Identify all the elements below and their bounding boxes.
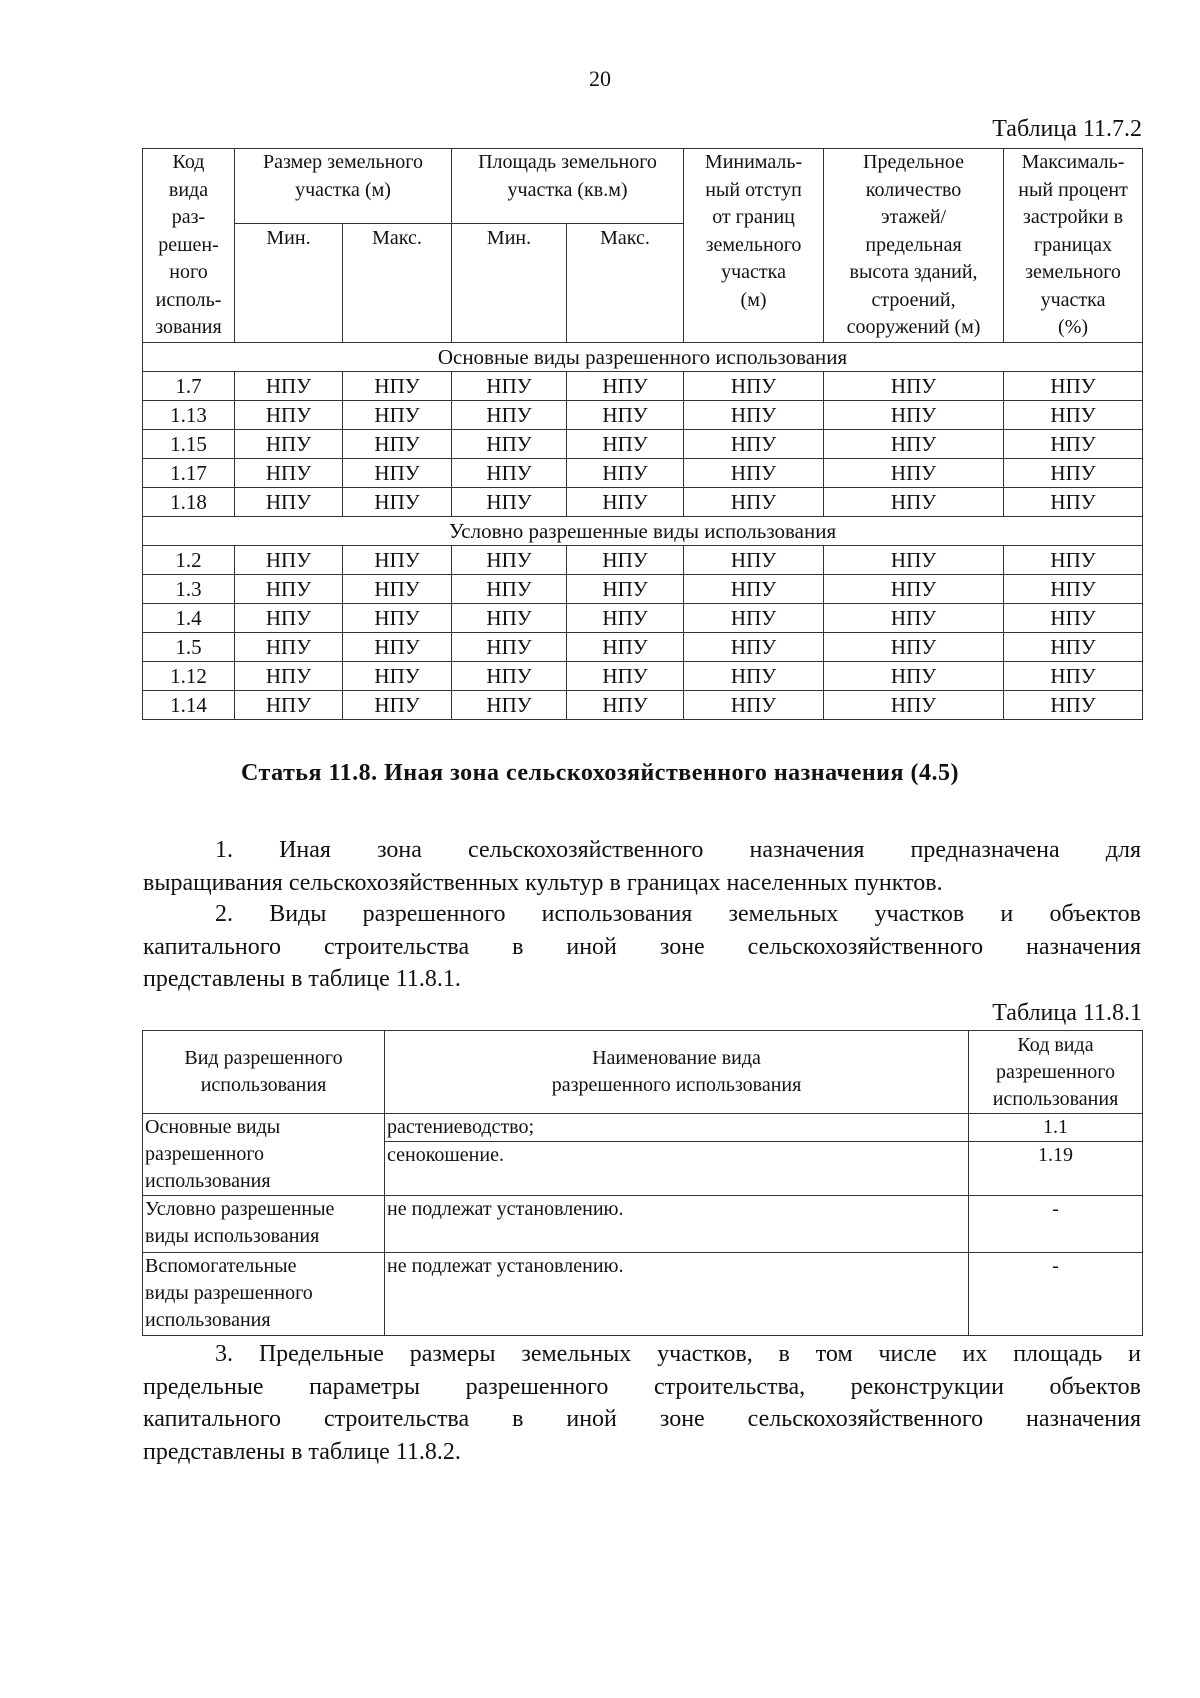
header-line: Вид разрешенного bbox=[184, 1047, 343, 1069]
header-line: вида bbox=[168, 178, 209, 201]
npu-cell: НПУ bbox=[343, 662, 452, 691]
npu-cell: НПУ bbox=[1004, 691, 1143, 720]
header-line: (%) bbox=[1058, 316, 1089, 338]
header-line: (м) bbox=[740, 288, 767, 311]
paragraph-line: представлены в таблице 11.8.2. bbox=[143, 1438, 461, 1465]
npu-cell: НПУ bbox=[684, 575, 824, 604]
header-line: Код вида bbox=[1017, 1033, 1094, 1056]
npu-cell: НПУ bbox=[452, 401, 567, 430]
npu-cell: НПУ bbox=[1004, 372, 1143, 401]
header-line: Максималь- bbox=[1021, 151, 1125, 173]
header-line: участка bbox=[721, 261, 786, 283]
table-row bbox=[143, 459, 1143, 488]
section-conditional-uses: Условно разрешенные виды использования bbox=[143, 517, 1143, 546]
header-size-max: Макс. bbox=[343, 224, 452, 343]
npu-cell: НПУ bbox=[684, 459, 824, 488]
header-line: исполь- bbox=[155, 288, 222, 311]
header-line: разрешенного использования bbox=[551, 1074, 802, 1096]
header-line: решен- bbox=[158, 233, 219, 256]
npu-cell: НПУ bbox=[1004, 401, 1143, 430]
use-group-line: виды использования bbox=[145, 1225, 320, 1247]
use-group-cell bbox=[143, 1114, 385, 1196]
npu-cell: НПУ bbox=[452, 691, 567, 720]
header-line: высота зданий, bbox=[849, 261, 978, 283]
header-line: раз- bbox=[171, 206, 206, 228]
npu-cell: НПУ bbox=[1004, 604, 1143, 633]
npu-cell: НПУ bbox=[567, 604, 684, 633]
npu-cell: НПУ bbox=[343, 575, 452, 604]
npu-cell: НПУ bbox=[235, 488, 343, 517]
table-caption-11-8-1: Таблица 11.8.1 bbox=[992, 1000, 1142, 1026]
header-line: разрешенного bbox=[995, 1060, 1116, 1083]
use-group-line: Вспомогательные bbox=[145, 1255, 297, 1277]
use-code-cell: - bbox=[969, 1253, 1143, 1336]
paragraph-line: 1. Иная зона сельскохозяйственного назначения предназначена для bbox=[215, 837, 1141, 863]
npu-cell: НПУ bbox=[824, 662, 1004, 691]
npu-cell: НПУ bbox=[235, 575, 343, 604]
use-code-cell: 1.2 bbox=[143, 546, 235, 575]
use-name-cell: не подлежат установлению. bbox=[385, 1253, 969, 1336]
npu-cell: НПУ bbox=[824, 633, 1004, 662]
npu-cell: НПУ bbox=[684, 546, 824, 575]
header-line: границах bbox=[1033, 233, 1113, 256]
npu-cell: НПУ bbox=[1004, 633, 1143, 662]
article-title: Статья 11.8. Иная зона сельскохозяйственного назначения (4.5) bbox=[241, 760, 959, 786]
use-code-cell: 1.5 bbox=[143, 633, 235, 662]
use-group-line: использования bbox=[145, 1309, 271, 1331]
npu-cell: НПУ bbox=[824, 401, 1004, 430]
npu-cell: НПУ bbox=[824, 459, 1004, 488]
npu-cell: НПУ bbox=[824, 488, 1004, 517]
paragraph-line: предельные параметры разрешенного строительства, реконструкции объектов bbox=[143, 1373, 1141, 1400]
table-caption-11-7-2: Таблица 11.7.2 bbox=[992, 116, 1142, 142]
use-code-cell: 1.4 bbox=[143, 604, 235, 633]
use-code-cell: 1.3 bbox=[143, 575, 235, 604]
paragraph-line: капитального строительства в иной зоне сельскохозяйственного назначения bbox=[143, 1406, 1141, 1432]
use-group-line: использования bbox=[145, 1170, 271, 1192]
npu-cell: НПУ bbox=[567, 691, 684, 720]
use-name-cell: сенокошение. bbox=[385, 1142, 969, 1196]
header-line: Размер земельного bbox=[263, 151, 423, 173]
use-code-cell: 1.14 bbox=[143, 691, 235, 720]
npu-cell: НПУ bbox=[567, 488, 684, 517]
header-plot-area bbox=[452, 149, 684, 224]
npu-cell: НПУ bbox=[1004, 488, 1143, 517]
npu-cell: НПУ bbox=[343, 691, 452, 720]
npu-cell: НПУ bbox=[452, 488, 567, 517]
npu-cell: НПУ bbox=[235, 691, 343, 720]
header-line: Наименование вида bbox=[592, 1047, 761, 1069]
npu-cell: НПУ bbox=[567, 459, 684, 488]
header-line: Минималь- bbox=[704, 151, 803, 173]
use-code-cell: 1.12 bbox=[143, 662, 235, 691]
npu-cell: НПУ bbox=[343, 430, 452, 459]
use-name-cell: растениеводство; bbox=[385, 1114, 969, 1142]
header-min-offset bbox=[684, 149, 824, 343]
table-row bbox=[143, 575, 1143, 604]
npu-cell: НПУ bbox=[343, 401, 452, 430]
header-line: сооружений (м) bbox=[846, 316, 981, 338]
use-group-cell bbox=[143, 1253, 385, 1336]
paragraph-2 bbox=[143, 898, 1141, 996]
npu-cell: НПУ bbox=[235, 430, 343, 459]
npu-cell: НПУ bbox=[235, 546, 343, 575]
header-line: этажей/ bbox=[880, 206, 947, 228]
header-line: использования bbox=[200, 1074, 327, 1096]
table-row bbox=[143, 691, 1143, 720]
header-plot-size bbox=[235, 149, 452, 224]
npu-cell: НПУ bbox=[343, 372, 452, 401]
use-code-cell: 1.1 bbox=[969, 1114, 1143, 1142]
use-code-cell: 1.17 bbox=[143, 459, 235, 488]
npu-cell: НПУ bbox=[567, 662, 684, 691]
npu-cell: НПУ bbox=[452, 372, 567, 401]
paragraph-line: выращивания сельскохозяйственных культур в границах населенных пунктов. bbox=[143, 869, 943, 896]
header-line: использования bbox=[992, 1087, 1119, 1110]
use-name-cell: не подлежат установлению. bbox=[385, 1196, 969, 1253]
paragraph-line: представлены в таблице 11.8.1. bbox=[143, 966, 461, 992]
npu-cell: НПУ bbox=[1004, 575, 1143, 604]
header-size-min: Мин. bbox=[235, 224, 343, 343]
header-floors-height bbox=[824, 149, 1004, 343]
npu-cell: НПУ bbox=[684, 430, 824, 459]
npu-cell: НПУ bbox=[824, 575, 1004, 604]
npu-cell: НПУ bbox=[567, 401, 684, 430]
header-line: количество bbox=[865, 178, 962, 201]
limits-table-11-7-2 bbox=[142, 148, 1143, 720]
use-group-line: разрешенного bbox=[145, 1143, 265, 1165]
header-line: зования bbox=[155, 316, 222, 338]
npu-cell: НПУ bbox=[452, 633, 567, 662]
use-group-line: Условно разрешенные bbox=[145, 1198, 335, 1220]
paragraph-line: капитального строительства в иной зоне сельскохозяйственного назначения bbox=[143, 933, 1141, 960]
npu-cell: НПУ bbox=[452, 604, 567, 633]
table-row bbox=[143, 662, 1143, 691]
use-code-cell: 1.18 bbox=[143, 488, 235, 517]
header-line: ный отступ bbox=[705, 178, 802, 201]
header-line: предельная bbox=[865, 233, 962, 256]
npu-cell: НПУ bbox=[1004, 459, 1143, 488]
use-code-cell: 1.19 bbox=[969, 1142, 1143, 1196]
use-group-line: Основные виды bbox=[145, 1116, 281, 1138]
header-line: застройки в bbox=[1022, 206, 1124, 228]
use-code-cell: 1.13 bbox=[143, 401, 235, 430]
header-line: Площадь земельного bbox=[478, 151, 657, 173]
npu-cell: НПУ bbox=[567, 546, 684, 575]
table-row bbox=[143, 430, 1143, 459]
npu-cell: НПУ bbox=[452, 546, 567, 575]
header-use-code bbox=[969, 1031, 1143, 1114]
npu-cell: НПУ bbox=[684, 488, 824, 517]
table-row bbox=[143, 401, 1143, 430]
npu-cell: НПУ bbox=[452, 430, 567, 459]
section-main-uses: Основные виды разрешенного использования bbox=[143, 343, 1143, 372]
header-line: земельного bbox=[1025, 261, 1121, 283]
uses-table-11-8-1 bbox=[142, 1030, 1143, 1336]
npu-cell: НПУ bbox=[343, 633, 452, 662]
header-line: строений, bbox=[871, 288, 956, 311]
paragraph-line: 3. Предельные размеры земельных участков, в том числе их площадь и bbox=[215, 1341, 1141, 1367]
npu-cell: НПУ bbox=[1004, 662, 1143, 691]
header-code bbox=[143, 149, 235, 343]
use-code-cell: 1.15 bbox=[143, 430, 235, 459]
npu-cell: НПУ bbox=[824, 546, 1004, 575]
npu-cell: НПУ bbox=[684, 372, 824, 401]
npu-cell: НПУ bbox=[684, 604, 824, 633]
npu-cell: НПУ bbox=[684, 401, 824, 430]
header-line: участка (кв.м) bbox=[507, 178, 628, 201]
npu-cell: НПУ bbox=[824, 604, 1004, 633]
header-use-name bbox=[385, 1031, 969, 1114]
npu-cell: НПУ bbox=[235, 372, 343, 401]
header-area-min: Мин. bbox=[452, 224, 567, 343]
header-max-percent bbox=[1004, 149, 1143, 343]
npu-cell: НПУ bbox=[684, 691, 824, 720]
header-line: участка bbox=[1040, 288, 1106, 311]
header-line: Предельное bbox=[863, 151, 965, 173]
paragraph-line: 2. Виды разрешенного использования земельных участков и объектов bbox=[215, 901, 1141, 927]
page-number: 20 bbox=[589, 66, 611, 91]
npu-cell: НПУ bbox=[235, 401, 343, 430]
table-row bbox=[143, 1114, 1143, 1142]
header-area-max: Макс. bbox=[567, 224, 684, 343]
npu-cell: НПУ bbox=[235, 604, 343, 633]
header-line: ный процент bbox=[1018, 178, 1128, 201]
npu-cell: НПУ bbox=[235, 662, 343, 691]
use-code-cell: - bbox=[969, 1196, 1143, 1253]
paragraph-1 bbox=[143, 834, 1141, 899]
header-line: участка (м) bbox=[295, 178, 391, 201]
npu-cell: НПУ bbox=[824, 372, 1004, 401]
table-row bbox=[143, 488, 1143, 517]
npu-cell: НПУ bbox=[343, 604, 452, 633]
table-row bbox=[143, 1253, 1143, 1336]
table-row bbox=[143, 1196, 1143, 1253]
header-use-kind bbox=[143, 1031, 385, 1114]
table-row bbox=[143, 546, 1143, 575]
npu-cell: НПУ bbox=[567, 575, 684, 604]
npu-cell: НПУ bbox=[452, 662, 567, 691]
npu-cell: НПУ bbox=[567, 430, 684, 459]
use-group-cell bbox=[143, 1196, 385, 1253]
npu-cell: НПУ bbox=[824, 691, 1004, 720]
npu-cell: НПУ bbox=[452, 459, 567, 488]
npu-cell: НПУ bbox=[235, 633, 343, 662]
npu-cell: НПУ bbox=[824, 430, 1004, 459]
npu-cell: НПУ bbox=[452, 575, 567, 604]
header-line: земельного bbox=[705, 233, 802, 256]
use-code-cell: 1.7 bbox=[143, 372, 235, 401]
npu-cell: НПУ bbox=[1004, 430, 1143, 459]
npu-cell: НПУ bbox=[343, 459, 452, 488]
paragraph-3 bbox=[143, 1338, 1141, 1468]
use-group-line: виды разрешенного bbox=[145, 1282, 313, 1304]
npu-cell: НПУ bbox=[235, 459, 343, 488]
header-line: ного bbox=[169, 261, 208, 283]
table-row bbox=[143, 372, 1143, 401]
npu-cell: НПУ bbox=[567, 372, 684, 401]
header-line: Код bbox=[172, 151, 205, 173]
header-line: от границ bbox=[712, 206, 795, 228]
table-row bbox=[143, 633, 1143, 662]
npu-cell: НПУ bbox=[343, 546, 452, 575]
npu-cell: НПУ bbox=[343, 488, 452, 517]
npu-cell: НПУ bbox=[567, 633, 684, 662]
npu-cell: НПУ bbox=[684, 633, 824, 662]
table-row bbox=[143, 604, 1143, 633]
npu-cell: НПУ bbox=[1004, 546, 1143, 575]
npu-cell: НПУ bbox=[684, 662, 824, 691]
